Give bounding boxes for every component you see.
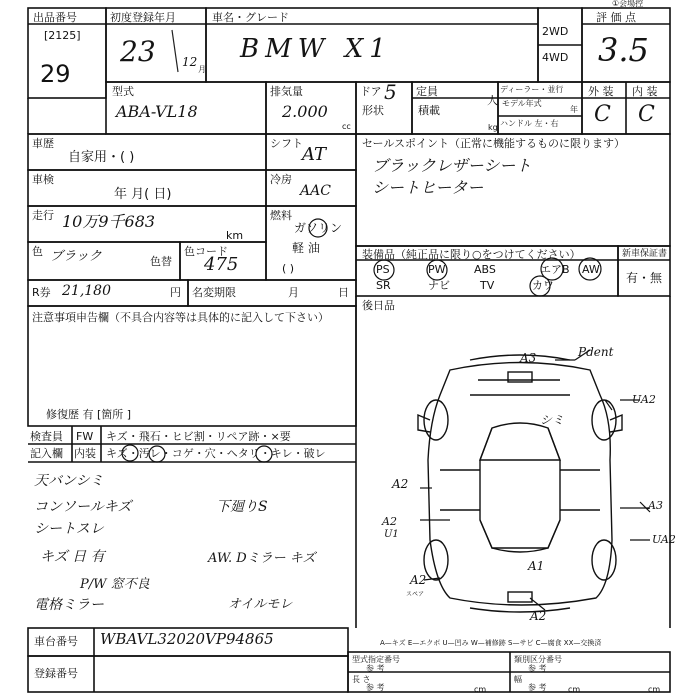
note-2b: 下廻りS xyxy=(216,499,268,515)
equip-abs: ABS xyxy=(474,263,496,276)
equip-ps: PS xyxy=(376,263,390,276)
color-code-label: 色コード xyxy=(184,245,228,258)
equip-navi: ナビ xyxy=(428,279,450,292)
sales-point-1: ブラックレザーシート xyxy=(372,156,532,175)
dmg-a2-left: A2 xyxy=(392,477,409,491)
sales-point-2: シートヒーター xyxy=(372,178,484,197)
first-reg-year: 23 xyxy=(120,35,156,68)
note-3: シートスレ xyxy=(34,521,104,537)
dmg-a2-rear: A2 xyxy=(530,609,547,623)
note-5: P/W 窓不良 xyxy=(80,577,150,592)
inspection-label: 車検 xyxy=(32,173,54,186)
inspection-value: 年 月( 日) xyxy=(114,187,172,202)
shape-label: 形状 xyxy=(362,104,384,117)
km-unit: km xyxy=(226,229,244,242)
length-label: 長 さ xyxy=(352,675,371,684)
chassis-value: WBAVL32020VP94865 xyxy=(100,630,274,648)
yen-unit: 円 xyxy=(170,286,181,299)
car-name: BMW X1 xyxy=(240,34,392,64)
color-value: ブラック xyxy=(50,249,102,264)
handle-label: ハンドル 左・右 xyxy=(500,119,559,128)
drive-4wd: 4WD xyxy=(542,51,569,64)
history-value: 自家用・( ) xyxy=(68,150,135,165)
dmg-a2-u1: A2 xyxy=(382,515,397,528)
first-reg-label: 初度登録年月 xyxy=(110,11,176,24)
notes-label: 注意事項申告欄（不具合内容等は具体的に記入して下さい） xyxy=(32,311,329,324)
doors-value: 5 xyxy=(384,80,397,104)
shift-value: AT xyxy=(302,144,327,165)
dmg-pdent: Pdent xyxy=(578,345,614,359)
chassis-label: 車台番号 xyxy=(34,635,78,648)
recycle-label: R券 xyxy=(32,286,51,299)
fuel-diesel: 軽 油 xyxy=(292,241,320,255)
mileage-value: 10万9千683 xyxy=(62,212,156,231)
grade-value: 3.5 xyxy=(598,31,649,69)
lot-label: 出品番号 xyxy=(33,11,77,24)
inspector-label: 検査員 xyxy=(30,430,63,443)
equip-pw: PW xyxy=(428,263,446,276)
damage-legend: A—キズ E—エクボ U—凹み W—補修跡 S—サビ C—腐食 XX—交換済 xyxy=(380,639,602,647)
top-right-stamp: ①会場控 xyxy=(612,0,644,8)
drive-2wd: 2WD xyxy=(542,25,569,38)
fw-items: キズ・飛石・ヒビ割・リペア跡・×要 xyxy=(106,430,291,443)
doors-label: ドア xyxy=(360,85,382,98)
shift-label: シフト xyxy=(270,137,303,150)
category-label: 類別区分番号 xyxy=(514,655,562,664)
dmg-a2-rear-left: A2 xyxy=(410,573,427,587)
note-4b: AW. Dミラー キズ xyxy=(208,551,316,566)
name-change-day: 日 xyxy=(338,286,349,299)
interior-label: 内 装 xyxy=(632,85,658,98)
displacement-value: 2.000 xyxy=(282,102,328,121)
new-car-warranty-label: 新車保証書 xyxy=(622,249,668,259)
dmg-a3-front: A3 xyxy=(520,351,537,365)
dmg-u1: U1 xyxy=(384,529,399,540)
interior-mark-label: 内装 xyxy=(74,447,96,460)
kg-unit: kg xyxy=(488,123,498,132)
interior-grade: C xyxy=(638,102,655,127)
warranty-value: 有・無 xyxy=(626,271,663,285)
cm-1: cm xyxy=(474,685,487,694)
first-reg-month: 12 xyxy=(182,55,198,69)
dealer-label: ディーラー・並行 xyxy=(500,85,564,94)
color-name-label: 色替 xyxy=(150,255,172,268)
lot-code: [2125] xyxy=(44,29,81,42)
equip-sr: SR xyxy=(376,279,391,292)
ref-3: 参 考 xyxy=(366,683,385,692)
equip-cassette: カワ xyxy=(532,279,554,292)
model-value: ABA-VL18 xyxy=(116,102,198,121)
model-label: 型式 xyxy=(112,85,134,98)
model-year-label: モデル年式 xyxy=(502,99,542,108)
color-code-value: 475 xyxy=(204,254,239,275)
fuel-label: 燃料 xyxy=(270,209,292,222)
month-unit: 月 xyxy=(198,65,206,74)
year-unit: 年 xyxy=(570,105,578,114)
note-4: キズ 日 有 xyxy=(40,549,105,565)
ref-4: 参 考 xyxy=(528,683,547,692)
fuel-gasoline: ガソリン xyxy=(294,221,343,235)
ref-1: 参 考 xyxy=(366,664,385,673)
repair-history: 修復歴 有 [箇所 ] xyxy=(46,408,132,421)
name-change-month: 月 xyxy=(288,286,299,299)
entry-label: 記入欄 xyxy=(30,447,63,460)
dmg-stain: シミ xyxy=(540,413,565,427)
capacity-unit: 人 xyxy=(487,94,498,107)
note-6: 電格ミラー xyxy=(34,597,104,613)
registration-label: 登録番号 xyxy=(34,667,78,680)
dmg-ua2-rear: UA2 xyxy=(652,533,676,546)
grade-label: 評 価 点 xyxy=(596,11,636,24)
interior-items: キズ・汚レ・コゲ・穴・ヘタリ・キレ・破レ xyxy=(106,447,326,460)
dmg-spare: スペア xyxy=(406,591,425,598)
exterior-label: 外 装 xyxy=(588,85,614,98)
later-date-label: 後日品 xyxy=(362,299,395,312)
recycle-value: 21,180 xyxy=(62,283,111,299)
car-name-label: 車名・グレード xyxy=(212,11,289,24)
cm-2: cm xyxy=(568,685,581,694)
exterior-grade: C xyxy=(594,102,611,127)
cc-unit: cc xyxy=(342,122,351,131)
dmg-a3-right: A3 xyxy=(648,499,663,512)
lot-number: 29 xyxy=(40,60,71,88)
load-label: 積載 xyxy=(418,104,440,117)
dmg-a1: A1 xyxy=(528,559,545,573)
equip-airbag: エアB xyxy=(540,263,570,276)
equipment-label: 装備品（純正品に限り○をつけてください） xyxy=(362,248,581,261)
fw-label: FW xyxy=(76,430,94,443)
displacement-label: 排気量 xyxy=(270,85,303,98)
aircon-value: AAC xyxy=(300,183,331,199)
equip-tv: TV xyxy=(480,279,495,292)
ref-2: 参 考 xyxy=(528,664,547,673)
history-label: 車歴 xyxy=(32,137,54,150)
note-6b: オイルモレ xyxy=(228,597,293,612)
fuel-other: ( ) xyxy=(282,262,295,275)
sales-points-label: セールスポイント（正常に機能するものに限ります） xyxy=(362,137,626,150)
equip-aw: AW xyxy=(582,263,600,276)
cm-3: cm xyxy=(648,685,661,694)
note-1: 天バンシミ xyxy=(34,473,104,489)
note-2: コンソールキズ xyxy=(34,499,132,515)
capacity-label: 定員 xyxy=(416,85,438,98)
type-spec-label: 型式指定番号 xyxy=(352,655,400,664)
aircon-label: 冷房 xyxy=(270,173,292,186)
width-label: 幅 xyxy=(514,675,522,684)
color-label: 色 xyxy=(32,245,43,258)
mileage-label: 走行 xyxy=(32,209,54,222)
name-change-label: 名変期限 xyxy=(192,286,236,299)
dmg-ua2-right: UA2 xyxy=(632,393,656,406)
